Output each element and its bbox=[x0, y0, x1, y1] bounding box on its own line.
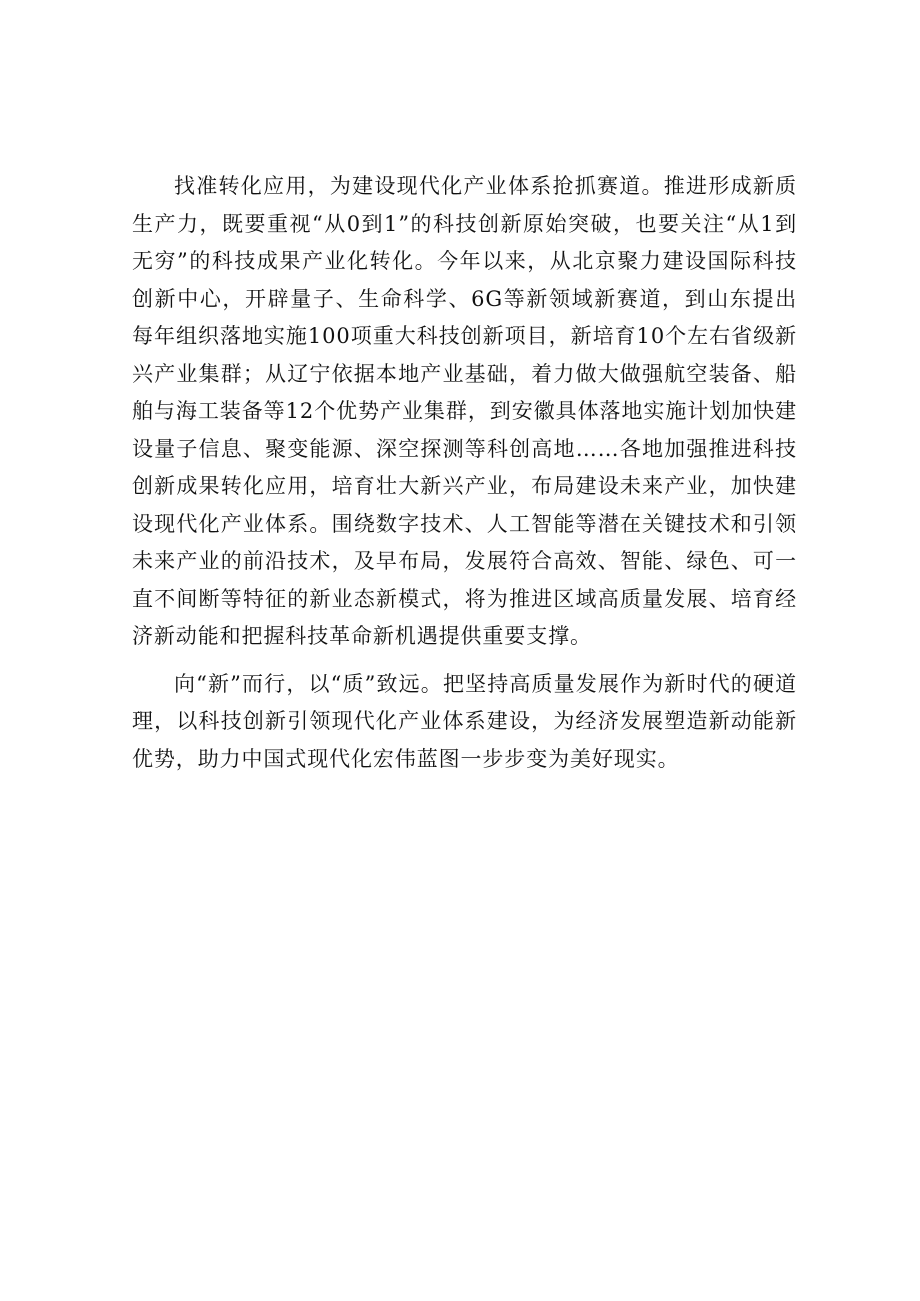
body-paragraph-2: 向“新”而行，以“质”致远。把坚持高质量发展作为新时代的硬道理，以科技创新引领现代化产业体系建设，为经济发展塑造新动能新优势，助力中国式现代化宏伟蓝图一步步变为美好现实。 bbox=[132, 671, 797, 771]
document-body bbox=[132, 168, 797, 788]
body-paragraph-1: 找准转化应用，为建设现代化产业体系抢抓赛道。推进形成新质生产力，既要重视“从0到1”的科技创新原始突破，也要关注“从1到无穷”的科技成果产业化转化。今年以来，从北京聚力建设国际科技创新中心，开辟量子、生命科学、6G等新领域新赛道，到山东提出每年组织落地实施100项重大科技创新项目，新培育10个左右省级新兴产业集群；从辽宁依据本地产业基础，着力做大做强航空装备、船舶与海工装备等12个优势产业集群，到安徽具体落地实施计划加快建设量子信息、聚变能源、深空探测等科创高地……各地加强推进科技创新成果转化应用，培育壮大新兴产业，布局建设未来产业，加快建设现代化产业体系。围绕数字技术、人工智能等潜在关键技术和引领未来产业的前沿技术，及早布局，发展符合高效、智能、绿色、可一直不间断等特征的新业态新模式，将为推进区域高质量发展、培育经济新动能和把握科技革命新机遇提供重要支撑。 bbox=[132, 174, 797, 648]
